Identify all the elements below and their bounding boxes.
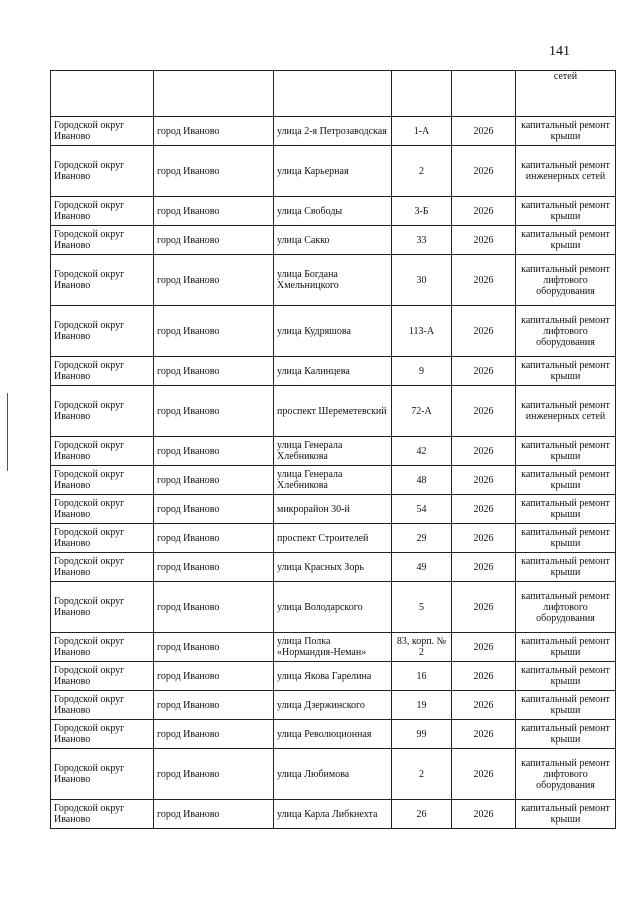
cell-house: 5 — [392, 582, 452, 633]
cell-municipality: Городской округ Иваново — [51, 524, 154, 553]
cell-house: 49 — [392, 553, 452, 582]
table-row — [51, 720, 616, 749]
cell-street: улица Генерала Хлебникова — [274, 466, 392, 495]
cell-settlement: город Иваново — [154, 800, 274, 829]
cell-house: 19 — [392, 691, 452, 720]
page-number: 141 — [549, 44, 570, 59]
cell-municipality — [51, 71, 154, 117]
cell-street: улица Богдана Хмельницкого — [274, 255, 392, 306]
cell-house: 30 — [392, 255, 452, 306]
table-row — [51, 800, 616, 829]
cell-house: 33 — [392, 226, 452, 255]
table-row — [51, 633, 616, 662]
table-row — [51, 495, 616, 524]
cell-year: 2026 — [452, 749, 516, 800]
table-row — [51, 749, 616, 800]
cell-settlement: город Иваново — [154, 357, 274, 386]
cell-settlement: город Иваново — [154, 749, 274, 800]
cell-settlement: город Иваново — [154, 720, 274, 749]
cell-work: капитальный ремонт крыши — [516, 800, 616, 829]
cell-work: капитальный ремонт лифтового оборудования — [516, 582, 616, 633]
cell-settlement: город Иваново — [154, 466, 274, 495]
cell-street — [274, 71, 392, 117]
table-row-continued — [51, 71, 616, 117]
cell-year: 2026 — [452, 357, 516, 386]
cell-street: улица 2-я Петрозаводская — [274, 117, 392, 146]
table-row — [51, 146, 616, 197]
cell-house: 2 — [392, 749, 452, 800]
table-row — [51, 357, 616, 386]
cell-year: 2026 — [452, 197, 516, 226]
cell-street: улица Карла Либкнехта — [274, 800, 392, 829]
cell-municipality: Городской округ Иваново — [51, 306, 154, 357]
cell-settlement: город Иваново — [154, 255, 274, 306]
cell-work: капитальный ремонт крыши — [516, 226, 616, 255]
cell-street: микрорайон 30-й — [274, 495, 392, 524]
cell-year: 2026 — [452, 437, 516, 466]
cell-street: улица Калинцева — [274, 357, 392, 386]
table-row — [51, 524, 616, 553]
cell-settlement: город Иваново — [154, 633, 274, 662]
cell-settlement: город Иваново — [154, 306, 274, 357]
cell-work: капитальный ремонт крыши — [516, 662, 616, 691]
cell-year: 2026 — [452, 691, 516, 720]
table-row — [51, 466, 616, 495]
cell-street: улица Генерала Хлебникова — [274, 437, 392, 466]
cell-street: улица Полка «Нормандия-Неман» — [274, 633, 392, 662]
table-row — [51, 437, 616, 466]
cell-house: 26 — [392, 800, 452, 829]
cell-year: 2026 — [452, 495, 516, 524]
cell-street: улица Якова Гарелина — [274, 662, 392, 691]
cell-municipality: Городской округ Иваново — [51, 495, 154, 524]
cell-street: улица Володарского — [274, 582, 392, 633]
table-row — [51, 226, 616, 255]
cell-year: 2026 — [452, 633, 516, 662]
cell-house: 54 — [392, 495, 452, 524]
cell-municipality: Городской округ Иваново — [51, 357, 154, 386]
cell-municipality: Городской округ Иваново — [51, 800, 154, 829]
cell-municipality: Городской округ Иваново — [51, 386, 154, 437]
cell-settlement: город Иваново — [154, 386, 274, 437]
cell-work: капитальный ремонт крыши — [516, 553, 616, 582]
cell-house — [392, 71, 452, 117]
table-row — [51, 662, 616, 691]
cell-street: улица Любимова — [274, 749, 392, 800]
cell-work: капитальный ремонт крыши — [516, 117, 616, 146]
table-body — [51, 71, 616, 829]
cell-municipality: Городской округ Иваново — [51, 749, 154, 800]
cell-municipality: Городской округ Иваново — [51, 226, 154, 255]
cell-street: проспект Шереметевский — [274, 386, 392, 437]
cell-year: 2026 — [452, 466, 516, 495]
table-row — [51, 691, 616, 720]
cell-work: капитальный ремонт инженерных сетей — [516, 146, 616, 197]
cell-year: 2026 — [452, 524, 516, 553]
cell-municipality: Городской округ Иваново — [51, 255, 154, 306]
cell-year: 2026 — [452, 800, 516, 829]
cell-work: капитальный ремонт лифтового оборудования — [516, 749, 616, 800]
cell-settlement: город Иваново — [154, 117, 274, 146]
cell-work: капитальный ремонт крыши — [516, 357, 616, 386]
cell-settlement: город Иваново — [154, 495, 274, 524]
cell-settlement: город Иваново — [154, 582, 274, 633]
cell-house: 16 — [392, 662, 452, 691]
repair-schedule-table — [50, 70, 616, 829]
cell-house: 1-А — [392, 117, 452, 146]
cell-house: 83, корп. № 2 — [392, 633, 452, 662]
cell-municipality: Городской округ Иваново — [51, 197, 154, 226]
cell-municipality: Городской округ Иваново — [51, 437, 154, 466]
table-row — [51, 255, 616, 306]
cell-house: 2 — [392, 146, 452, 197]
table-row — [51, 553, 616, 582]
cell-work: капитальный ремонт крыши — [516, 524, 616, 553]
cell-house: 72-А — [392, 386, 452, 437]
cell-street: улица Сакко — [274, 226, 392, 255]
cell-year: 2026 — [452, 255, 516, 306]
cell-street: улица Кудряшова — [274, 306, 392, 357]
cell-house: 42 — [392, 437, 452, 466]
cell-year — [452, 71, 516, 117]
cell-year: 2026 — [452, 720, 516, 749]
cell-settlement: город Иваново — [154, 197, 274, 226]
cell-municipality: Городской округ Иваново — [51, 146, 154, 197]
cell-municipality: Городской округ Иваново — [51, 466, 154, 495]
margin-binding-mark — [7, 393, 8, 471]
cell-municipality: Городской округ Иваново — [51, 582, 154, 633]
cell-work: капитальный ремонт крыши — [516, 197, 616, 226]
cell-municipality: Городской округ Иваново — [51, 117, 154, 146]
cell-house: 9 — [392, 357, 452, 386]
cell-municipality: Городской округ Иваново — [51, 633, 154, 662]
cell-house: 29 — [392, 524, 452, 553]
cell-municipality: Городской округ Иваново — [51, 720, 154, 749]
cell-year: 2026 — [452, 226, 516, 255]
cell-settlement: город Иваново — [154, 437, 274, 466]
cell-settlement: город Иваново — [154, 146, 274, 197]
cell-work: капитальный ремонт крыши — [516, 466, 616, 495]
cell-street: улица Свободы — [274, 197, 392, 226]
table-row — [51, 582, 616, 633]
cell-municipality: Городской округ Иваново — [51, 553, 154, 582]
table-row — [51, 197, 616, 226]
cell-street: улица Красных Зорь — [274, 553, 392, 582]
cell-year: 2026 — [452, 582, 516, 633]
cell-street: улица Карьерная — [274, 146, 392, 197]
cell-street: улица Дзержинского — [274, 691, 392, 720]
cell-house: 113-А — [392, 306, 452, 357]
table-row — [51, 386, 616, 437]
cell-work: капитальный ремонт крыши — [516, 720, 616, 749]
cell-year: 2026 — [452, 117, 516, 146]
cell-street: улица Революционная — [274, 720, 392, 749]
cell-municipality: Городской округ Иваново — [51, 691, 154, 720]
table-row — [51, 117, 616, 146]
cell-work: капитальный ремонт крыши — [516, 691, 616, 720]
cell-street: проспект Строителей — [274, 524, 392, 553]
cell-work: капитальный ремонт крыши — [516, 495, 616, 524]
cell-house: 99 — [392, 720, 452, 749]
cell-work: капитальный ремонт лифтового оборудования — [516, 255, 616, 306]
cell-work: капитальный ремонт лифтового оборудования — [516, 306, 616, 357]
cell-settlement: город Иваново — [154, 524, 274, 553]
cell-work: сетей — [516, 71, 616, 117]
cell-work: капитальный ремонт крыши — [516, 437, 616, 466]
cell-year: 2026 — [452, 662, 516, 691]
cell-settlement: город Иваново — [154, 691, 274, 720]
cell-year: 2026 — [452, 146, 516, 197]
cell-year: 2026 — [452, 553, 516, 582]
cell-work: капитальный ремонт инженерных сетей — [516, 386, 616, 437]
cell-year: 2026 — [452, 306, 516, 357]
cell-house: 48 — [392, 466, 452, 495]
table-row — [51, 306, 616, 357]
cell-settlement: город Иваново — [154, 226, 274, 255]
cell-settlement: город Иваново — [154, 553, 274, 582]
cell-settlement: город Иваново — [154, 662, 274, 691]
cell-settlement — [154, 71, 274, 117]
cell-year: 2026 — [452, 386, 516, 437]
cell-house: 3-Б — [392, 197, 452, 226]
cell-municipality: Городской округ Иваново — [51, 662, 154, 691]
cell-work: капитальный ремонт крыши — [516, 633, 616, 662]
